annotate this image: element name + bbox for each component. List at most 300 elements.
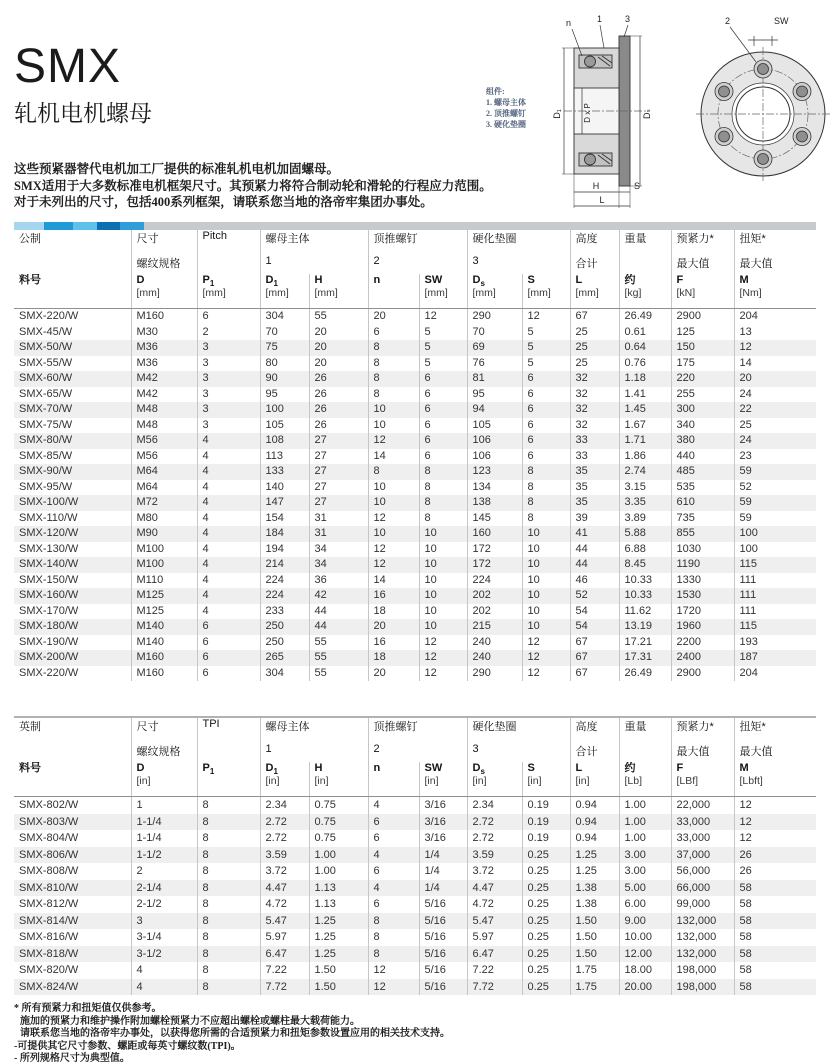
label-h: H [592,181,600,191]
value-cell: 94 [467,402,522,418]
value-cell: M64 [131,464,197,480]
footnote-line: * 所有预紧力和扭矩值仅供参考。 [14,1003,162,1014]
value-cell: M72 [131,495,197,511]
part-number-cell: SMX-802/W [19,799,79,811]
value-cell: 26.49 [619,309,671,325]
value-cell: 2.72 [260,830,309,847]
table-region-label: 公制 [19,233,41,245]
value-cell: 304 [260,309,309,325]
value-cell: 3.72 [467,863,522,880]
value-cell: 175 [671,356,734,372]
value-cell: 76 [467,356,522,372]
value-cell: 1530 [671,588,734,604]
part-number-cell: SMX-140/W [19,558,79,570]
accent-bar-segment [97,222,120,230]
part-number-cell: SMX-70/W [19,403,73,415]
product-subtitle: 轧机电机螺母 [14,100,152,126]
part-number-cell: SMX-85/W [19,449,73,462]
value-cell: 6 [197,635,260,651]
table-row [14,557,816,573]
value-cell: 1.75 [570,962,619,979]
table-row [14,542,816,558]
value-cell: 3 [197,418,260,434]
column-subheader: 合计 [570,255,619,274]
value-cell: 26 [309,402,368,418]
value-cell: M125 [131,604,197,620]
value-cell: 0.75 [309,797,368,814]
value-cell: 224 [467,573,522,589]
column-subheader: 最大值 [671,255,734,274]
column-subheader: 螺纹规格 [131,255,197,274]
value-cell: 6 [522,387,570,403]
value-cell: 25 [570,356,619,372]
value-cell: 1.00 [619,814,671,831]
value-cell: 6 [368,863,419,880]
value-cell: M56 [131,449,197,465]
value-cell: 3 [197,387,260,403]
value-cell: 1.00 [619,797,671,814]
value-cell: 12 [419,635,467,651]
value-cell: 1.75 [570,979,619,996]
value-cell: 1/4 [419,847,467,864]
value-cell: M36 [131,356,197,372]
column-subheader [197,743,260,762]
value-cell: 58 [734,896,816,913]
label-l: L [599,195,605,205]
value-cell: 5 [419,340,467,356]
value-cell: 172 [467,542,522,558]
value-cell: 202 [467,604,522,620]
value-cell: 0.25 [522,863,570,880]
value-cell: 12 [368,557,419,573]
column-unit: [kg] [624,287,642,299]
column-unit: [LBf] [676,775,699,787]
column-letter: S [527,274,535,286]
column-group-header: Pitch [197,230,260,255]
value-cell: 16 [368,635,419,651]
accent-bar-segment [14,222,44,230]
value-cell: 2200 [671,635,734,651]
value-cell: 5.97 [260,929,309,946]
value-cell: 300 [671,402,734,418]
value-cell: 8.45 [619,557,671,573]
value-cell: 12 [522,635,570,651]
value-cell: 12 [419,309,467,325]
value-cell: 4 [131,962,197,979]
value-cell: 10 [419,573,467,589]
value-cell: 7.72 [467,979,522,996]
value-cell: 250 [260,619,309,635]
value-cell: 215 [467,619,522,635]
part-number-cell: SMX-200/W [19,651,79,663]
value-cell: 0.76 [619,356,671,372]
header-row-subgroups [14,255,816,274]
column-letter: $P_1$ [202,762,215,777]
value-cell: 67 [570,635,619,651]
value-cell: 1-1/2 [131,847,197,864]
value-cell: 132,000 [671,946,734,963]
value-cell: 56,000 [671,863,734,880]
value-cell: 7.72 [260,979,309,996]
value-cell: 8 [197,847,260,864]
value-cell: 3/16 [419,797,467,814]
value-cell: 8 [368,913,419,930]
value-cell: 44 [309,619,368,635]
value-cell: 535 [671,480,734,496]
value-cell: 20 [309,340,368,356]
value-cell: 81 [467,371,522,387]
value-cell: 440 [671,449,734,465]
column-symbol-header [368,762,419,797]
value-cell: 10.33 [619,573,671,589]
column-letter: H [314,762,323,774]
label-part1: 1 [597,14,603,24]
column-letter: D [136,274,145,286]
value-cell: 4.47 [260,880,309,897]
value-cell: 46 [570,573,619,589]
column-group-header: 预紧力* [671,230,734,255]
metric-table-mount [14,230,816,681]
value-cell: 70 [260,325,309,341]
value-cell: 6 [522,433,570,449]
column-symbol-header [671,274,734,309]
column-group-header: 高度 [570,718,619,743]
value-cell: M140 [131,619,197,635]
value-cell: 6 [419,371,467,387]
column-letter: $P_1$ [202,274,215,289]
imperial-table-mount [14,718,816,995]
value-cell: 1.13 [309,896,368,913]
header-row-subgroups [14,743,816,762]
intro-line: 这些预紧器替代电机加工厂提供的标准轧机电机加固螺母。 [14,162,340,176]
value-cell: 5 [522,340,570,356]
value-cell: 8 [197,913,260,930]
value-cell: 16 [368,588,419,604]
value-cell: M140 [131,635,197,651]
value-cell: 250 [260,635,309,651]
value-cell: 10 [419,619,467,635]
value-cell: 0.61 [619,325,671,341]
value-cell: 10 [368,480,419,496]
value-cell: M160 [131,309,197,325]
value-cell: 105 [260,418,309,434]
table-row [14,340,816,356]
table-row [14,402,816,418]
value-cell: 10 [368,402,419,418]
value-cell: 4 [197,464,260,480]
column-group-header: 顶推螺钉 [368,230,467,255]
intro-paragraph [14,161,492,211]
column-unit: [mm] [202,287,226,299]
value-cell: 1.50 [309,962,368,979]
value-cell: 154 [260,511,309,527]
value-cell: 3.72 [260,863,309,880]
value-cell: 184 [260,526,309,542]
value-cell: 6 [419,418,467,434]
part-number-cell: SMX-190/W [19,635,79,648]
column-letter: $D_1$ [265,274,278,289]
value-cell: 1960 [671,619,734,635]
value-cell: 240 [467,635,522,651]
value-cell: 8 [197,797,260,814]
value-cell: 11.62 [619,604,671,620]
part-number-cell: SMX-820/W [19,964,79,976]
column-letter: $D_s$ [472,274,485,289]
value-cell: 0.25 [522,962,570,979]
page-title: SMX [14,40,122,93]
value-cell: 10 [419,542,467,558]
value-cell: 1.38 [570,880,619,897]
value-cell: 6.00 [619,896,671,913]
column-symbol-header [309,274,368,309]
value-cell: 8 [368,946,419,963]
column-letter: F [676,762,684,774]
value-cell: 4 [368,880,419,897]
part-number-cell: SMX-95/W [19,480,73,493]
value-cell: 8 [522,464,570,480]
column-symbol-header [197,274,260,309]
value-cell: 4.72 [467,896,522,913]
value-cell: 23 [734,449,816,465]
column-symbol-header [619,762,671,797]
column-unit: [in] [265,775,280,787]
table-row [14,880,816,897]
label-part3: 3 [625,14,631,24]
column-symbol-header [131,762,197,797]
header-row-symbols [14,274,816,309]
value-cell: 4 [197,557,260,573]
footnote-line: 请联系您当地的洛帝牢办事处，以获得您所需的合适预紧力和扭矩参数设置应用的相关技术支持。 [20,1028,450,1039]
value-cell: 0.75 [309,830,368,847]
diagram-legend [486,86,526,130]
value-cell: 10 [419,604,467,620]
value-cell: 12 [368,433,419,449]
value-cell: 0.19 [522,830,570,847]
value-cell: 214 [260,557,309,573]
value-cell: 4 [197,542,260,558]
value-cell: 5.88 [619,526,671,542]
table-region-label: 英制 [19,721,41,733]
column-subheader: 最大值 [734,255,816,274]
value-cell: 202 [467,588,522,604]
value-cell: 35 [570,464,619,480]
value-cell: 2.72 [467,814,522,831]
part-number-header [14,274,131,309]
value-cell: 1.25 [309,929,368,946]
value-cell: M42 [131,371,197,387]
value-cell: 2 [197,325,260,341]
value-cell: 20 [368,309,419,325]
value-cell: 145 [467,511,522,527]
column-letter: H [314,274,323,286]
column-letter: 约 [624,762,636,774]
accent-bar-rest [144,222,816,230]
column-group-header: 螺母主体 [260,718,368,743]
value-cell: 0.25 [522,979,570,996]
column-symbol-header [419,762,467,797]
value-cell: 187 [734,650,816,666]
column-unit: [kN] [676,287,696,299]
value-cell: 20 [309,356,368,372]
value-cell: 3 [197,371,260,387]
value-cell: 31 [309,511,368,527]
column-unit: [mm] [575,287,599,299]
value-cell: 8 [368,464,419,480]
value-cell: 1.18 [619,371,671,387]
part-number-cell: SMX-90/W [19,465,73,477]
value-cell: 54 [570,619,619,635]
value-cell: 198,000 [671,962,734,979]
table-row [14,666,816,682]
value-cell: 6 [368,896,419,913]
column-group-header: 重量 [619,718,671,743]
value-cell: 204 [734,666,816,682]
value-cell: 5 [419,356,467,372]
value-cell: 54 [570,604,619,620]
part-number-cell: SMX-130/W [19,542,79,555]
value-cell: 6 [419,433,467,449]
column-symbol-header [197,762,260,797]
value-cell: 12.00 [619,946,671,963]
value-cell: 59 [734,511,816,527]
table-row [14,650,816,666]
value-cell: 855 [671,526,734,542]
value-cell: 26 [309,387,368,403]
value-cell: 735 [671,511,734,527]
value-cell: 290 [467,309,522,325]
value-cell: 3.35 [619,495,671,511]
value-cell: 290 [467,666,522,682]
value-cell: 58 [734,962,816,979]
value-cell: 3.89 [619,511,671,527]
part-number-cell: SMX-810/W [19,881,79,894]
table-row [14,480,816,496]
column-group-header: 尺寸 [131,718,197,743]
part-number-cell: SMX-55/W [19,356,73,369]
value-cell: 1/4 [419,863,467,880]
column-symbol-header [419,274,467,309]
value-cell: 105 [467,418,522,434]
value-cell: 33,000 [671,814,734,831]
value-cell: 10 [522,542,570,558]
value-cell: 140 [260,480,309,496]
value-cell: 4 [197,480,260,496]
value-cell: 6 [522,371,570,387]
value-cell: 0.19 [522,797,570,814]
value-cell: 6 [522,418,570,434]
value-cell: 1.25 [309,946,368,963]
value-cell: 67 [570,650,619,666]
value-cell: 111 [734,588,816,604]
column-symbol-header [467,762,522,797]
column-unit: [mm] [424,287,448,299]
value-cell: 5/16 [419,913,467,930]
value-cell: 1.50 [570,913,619,930]
value-cell: 113 [260,449,309,465]
column-unit: [mm] [136,287,160,299]
value-cell: 22,000 [671,797,734,814]
value-cell: 6 [197,650,260,666]
value-cell: 12 [419,650,467,666]
table-row [14,929,816,946]
value-cell: 26 [309,418,368,434]
value-cell: 12 [419,666,467,682]
value-cell: 10 [368,418,419,434]
value-cell: 3/16 [419,814,467,831]
value-cell: 1.45 [619,402,671,418]
value-cell: 1330 [671,573,734,589]
value-cell: 75 [260,340,309,356]
column-subheader: 1 [260,743,368,762]
value-cell: 6 [419,449,467,465]
value-cell: 8 [522,495,570,511]
value-cell: 4 [197,511,260,527]
value-cell: 8 [522,511,570,527]
value-cell: 17.31 [619,650,671,666]
value-cell: 5/16 [419,929,467,946]
column-unit: [in] [575,775,590,787]
column-unit: [in] [527,775,542,787]
table-row [14,588,816,604]
value-cell: 10 [419,526,467,542]
value-cell: 111 [734,573,816,589]
value-cell: 0.25 [522,896,570,913]
value-cell: 1.50 [570,946,619,963]
part-label: 料号 [19,762,41,774]
part-number-cell: SMX-180/W [19,620,79,632]
value-cell: 5.97 [467,929,522,946]
table-row [14,913,816,930]
value-cell: 193 [734,635,816,651]
column-group-header: 尺寸 [131,230,197,255]
value-cell: M125 [131,588,197,604]
label-dxp: D x P [583,103,592,123]
part-number-cell: SMX-220/W [19,310,79,322]
part-number-cell: SMX-804/W [19,832,79,844]
value-cell: 18 [368,604,419,620]
value-cell: 58 [734,946,816,963]
value-cell: 4 [197,433,260,449]
value-cell: 10 [522,573,570,589]
value-cell: 1.00 [309,863,368,880]
value-cell: 380 [671,433,734,449]
value-cell: 1/4 [419,880,467,897]
value-cell: 1.67 [619,418,671,434]
value-cell: 52 [734,480,816,496]
value-cell: M30 [131,325,197,341]
column-unit: [mm] [314,287,338,299]
part-number-cell: SMX-170/W [19,604,79,617]
value-cell: 1-1/4 [131,814,197,831]
value-cell: 6 [368,830,419,847]
column-group-header: 扭矩* [734,718,816,743]
column-subheader: 3 [467,743,570,762]
column-symbol-header [368,274,419,309]
value-cell: 172 [467,557,522,573]
value-cell: 3.00 [619,863,671,880]
value-cell: 8 [197,880,260,897]
value-cell: 4 [368,797,419,814]
column-subheader: 最大值 [671,743,734,762]
accent-bar-segment [120,222,144,230]
column-letter: SW [424,762,443,774]
value-cell: 5/16 [419,979,467,996]
value-cell: 8 [197,830,260,847]
column-symbol-header [260,762,309,797]
value-cell: 6 [522,402,570,418]
value-cell: 10 [419,588,467,604]
column-subheader [619,255,671,274]
